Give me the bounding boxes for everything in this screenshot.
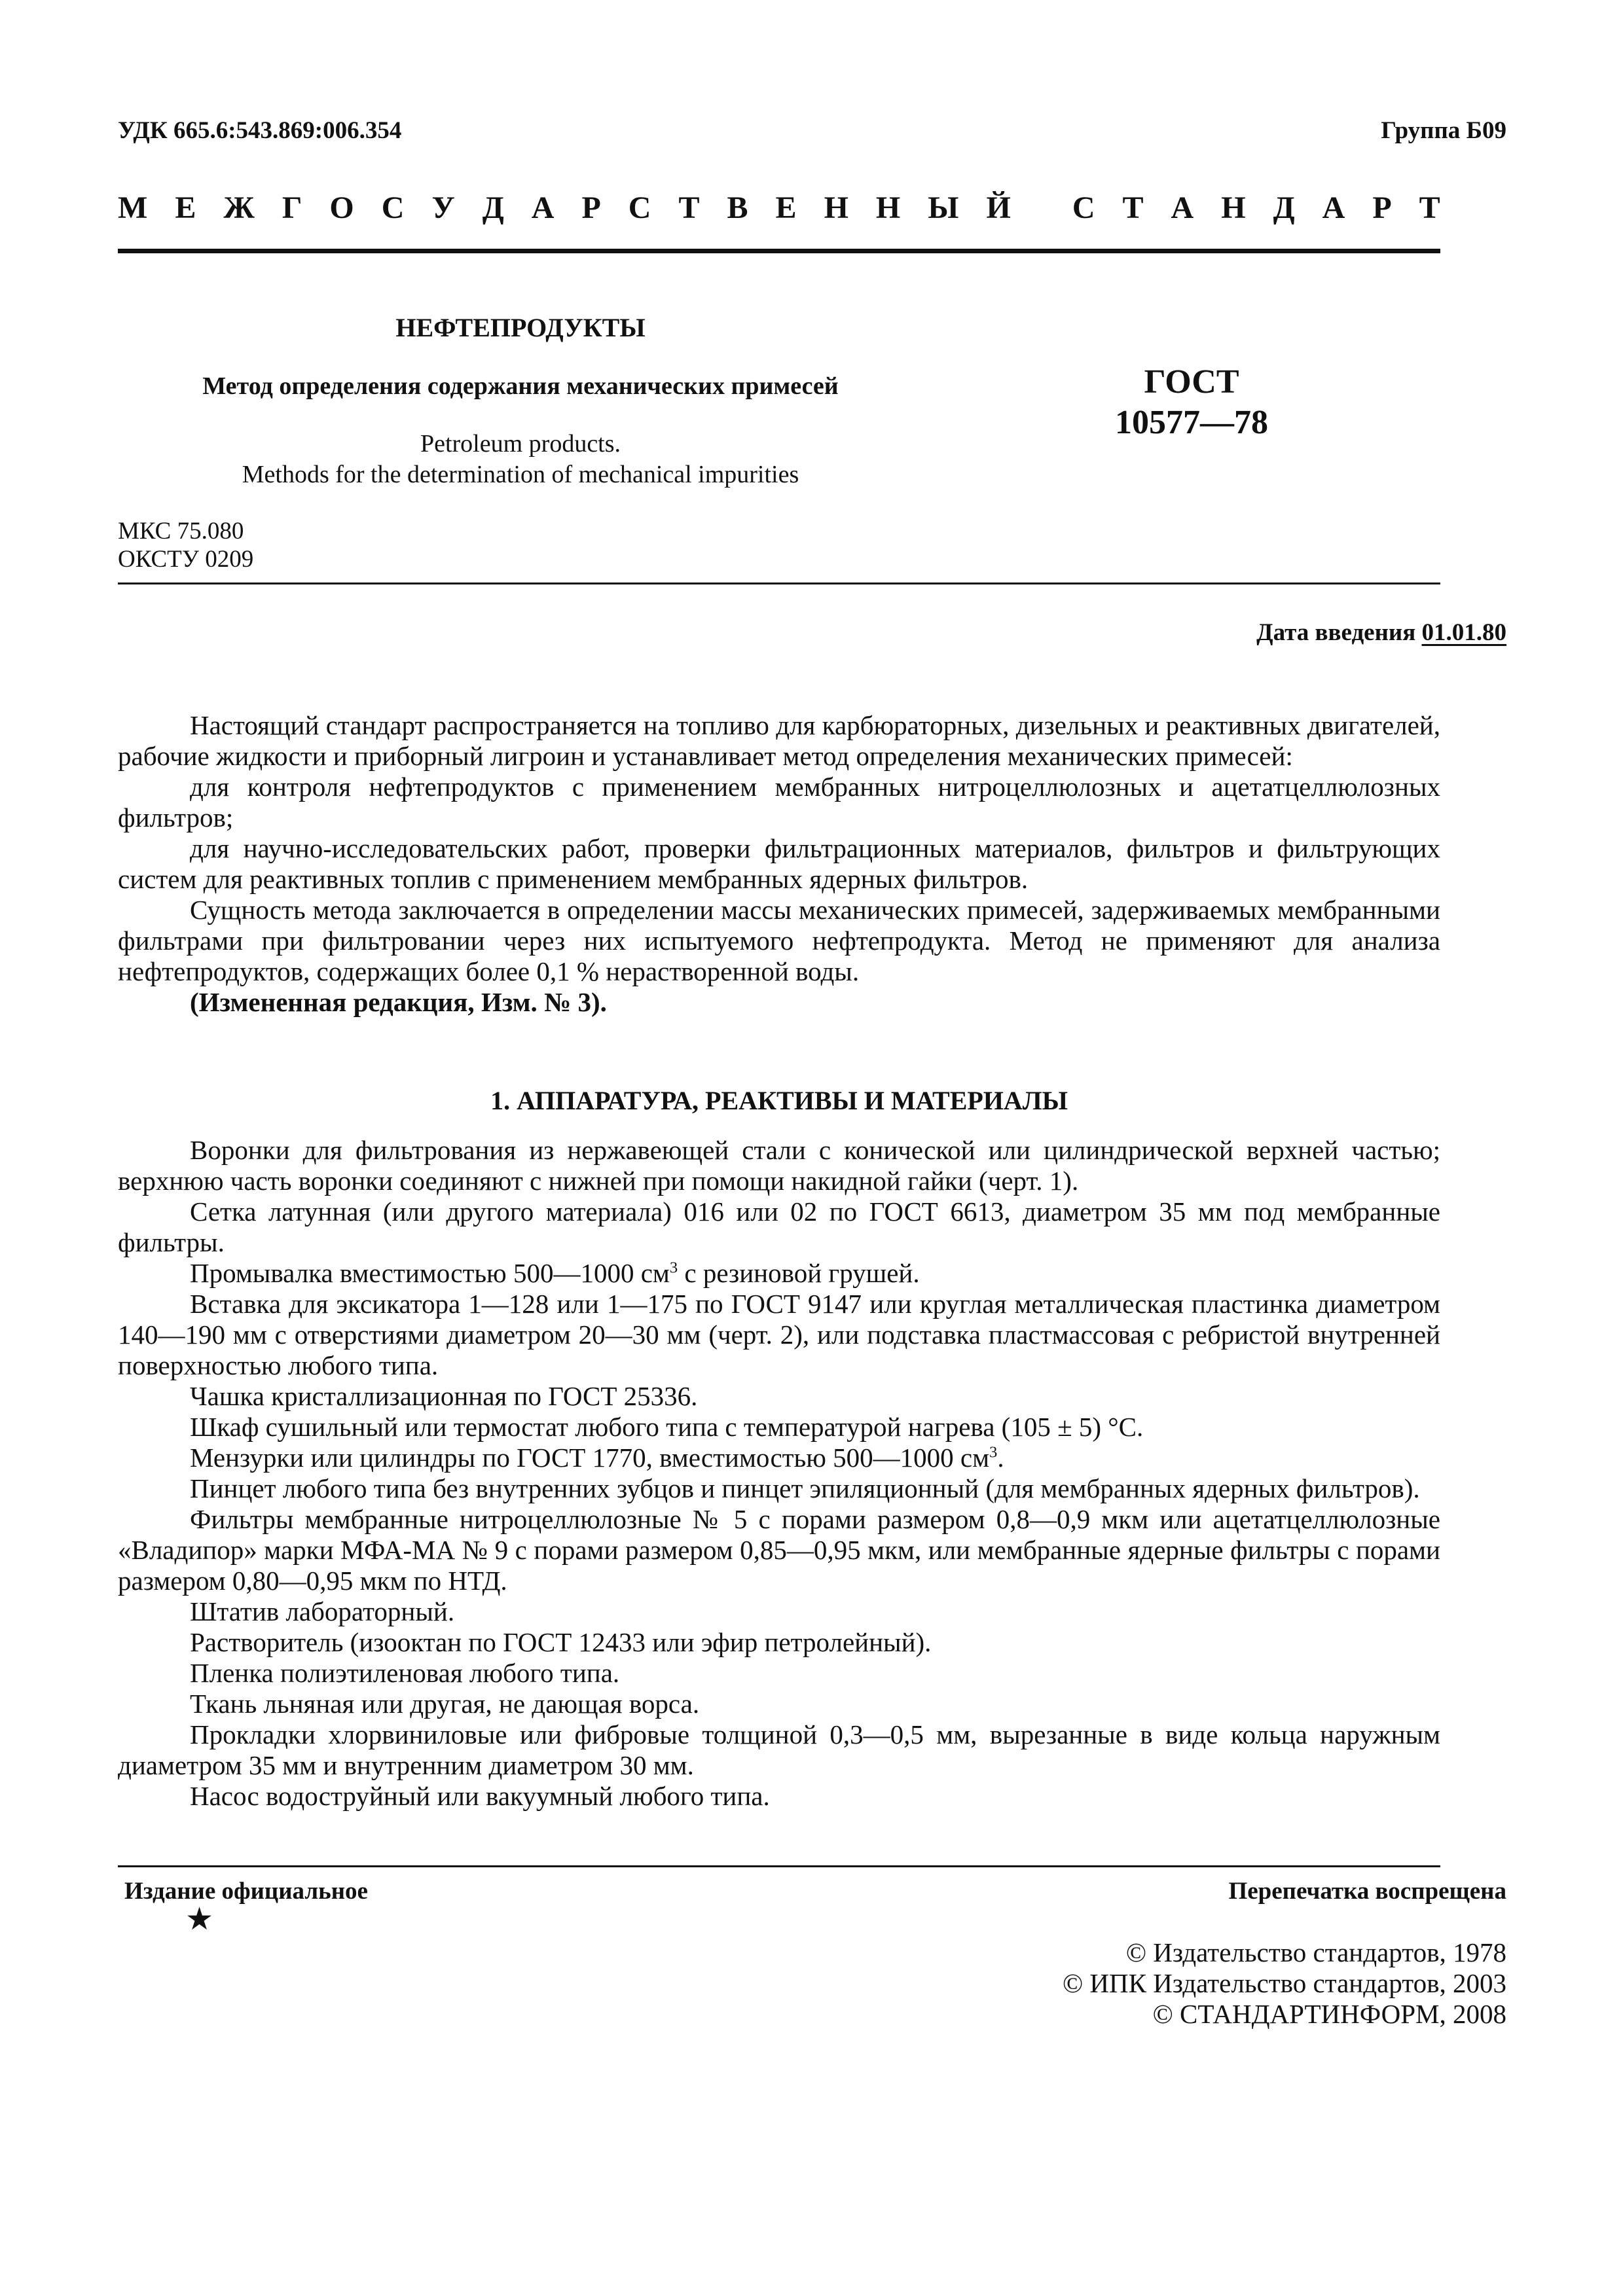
- copyright-block: [1063, 1937, 1506, 2030]
- okstu-code: ОКСТУ 0209: [118, 546, 254, 573]
- banner-letter: Р: [581, 190, 601, 225]
- section-paragraph: Воронки для фильтрования из нержавеющей стали с конической или цилиндрической верхней частью; верхнюю часть воронки соединяют с нижней при помощи накидной гайки (черт. 1).: [118, 1135, 1440, 1196]
- intro-paragraph: Настоящий стандарт распространяется на топливо для карбюраторных, дизельных и реактивных двигателей, рабочие жидкости и приборный лигроин и устанавливает метод определения механических примесей:: [118, 710, 1440, 771]
- banner-letter: Т: [678, 190, 700, 225]
- footer-divider: [118, 1865, 1440, 1867]
- introduction-text: [118, 710, 1440, 1018]
- banner-letter: Н: [875, 190, 901, 225]
- document-subtitle: Метод определения содержания механических примесей: [202, 372, 839, 400]
- interstate-standard-banner: [118, 190, 1440, 226]
- section-paragraph: Шкаф сушильный или термостат любого типа с температурой нагрева (105 ± 5) °С.: [190, 1412, 1144, 1442]
- paragraph-text: с резиновой грушей.: [678, 1258, 920, 1288]
- gost-label: ГОСТ: [1144, 363, 1239, 401]
- introduction-date: [1256, 619, 1506, 647]
- banner-letter: А: [531, 190, 555, 225]
- banner-letter: С: [381, 190, 405, 225]
- section-body: [118, 1135, 1440, 1812]
- copyright-line: © ИПК Издательство стандартов, 2003: [1062, 1968, 1506, 1998]
- document-title: НЕФТЕПРОДУКТЫ: [395, 313, 646, 342]
- intro-paragraph: для научно-исследовательских работ, проверки фильтрационных материалов, фильтров и фильтрующих систем для реактивных топлив с применением мембранных ядерных фильтров.: [118, 833, 1440, 894]
- section-paragraph: Ткань льняная или другая, не дающая ворса.: [190, 1689, 700, 1719]
- section-paragraph: Вставка для эксикатора 1—128 или 1—175 по ГОСТ 9147 или круглая металлическая пластинка диаметром 140—190 мм с отверстиями диаметром 20—30 мм (черт. 2), или подставка пластмассовая с ребристой внутренней поверхностью любого типа.: [118, 1289, 1440, 1380]
- superscript: 3: [669, 1259, 678, 1277]
- banner-letter: О: [329, 190, 354, 225]
- introduction-date-label: Дата введения: [1256, 619, 1416, 646]
- amendment-note: (Измененная редакция, Изм. № 3).: [190, 987, 607, 1017]
- copyright-line: © Издательство стандартов, 1978: [1125, 1937, 1506, 1967]
- section-paragraph: [118, 1258, 1440, 1289]
- section-paragraph: Чашка кристаллизационная по ГОСТ 25336.: [190, 1381, 698, 1411]
- banner-letter: Н: [824, 190, 848, 225]
- banner-letter: Р: [1372, 190, 1392, 225]
- english-title: [118, 429, 923, 490]
- intro-paragraph: Сущность метода заключается в определении массы механических примесей, задерживаемых мембранными фильтрами при фильтровании через них испытуемого нефтепродукта. Метод не применяют для анализа нефтепродуктов, содержащих более 0,1 % нерастворенной воды.: [118, 895, 1440, 986]
- gost-designation: [1034, 362, 1349, 443]
- english-title-line: Petroleum products.: [420, 430, 621, 457]
- banner-letter: М: [118, 190, 148, 225]
- superscript: 3: [989, 1443, 998, 1462]
- banner-letter: Т: [1122, 190, 1144, 225]
- official-edition-label: Издание официальное: [124, 1878, 368, 1905]
- star-icon: ★: [185, 1902, 214, 1937]
- section-paragraph: Прокладки хлорвиниловые или фибровые толщиной 0,3—0,5 мм, вырезанные в виде кольца наружным диаметром 35 мм и внутренним диаметром 30 мм.: [118, 1719, 1440, 1780]
- paragraph-text: .: [997, 1443, 1004, 1473]
- banner-letter: Г: [282, 190, 302, 225]
- banner-letter: Н: [1221, 190, 1246, 225]
- mks-code: МКС 75.080: [118, 518, 244, 545]
- banner-letter: Й: [986, 190, 1011, 225]
- udk-code: УДК 665.6:543.869:006.354: [118, 117, 402, 144]
- banner-letter: А: [1171, 190, 1194, 225]
- banner-letter: Д: [1273, 190, 1295, 225]
- paragraph-text: Промывалка вместимостью 500—1000 см: [190, 1258, 670, 1288]
- banner-letter: Е: [175, 190, 196, 225]
- section-paragraph: Пленка полиэтиленовая любого типа.: [190, 1658, 620, 1688]
- section-paragraph: Фильтры мембранные нитроцеллюлозные № 5 с порами размером 0,8—0,9 мкм или ацетатцеллюлозные «Владипор» марки МФА-МА № 9 с порами размером 0,85—0,95 мкм, или мембранные ядерные фильтры с порами размером 0,80—0,95 мкм по НТД.: [118, 1504, 1440, 1596]
- section-paragraph: Насос водоструйный или вакуумный любого типа.: [190, 1781, 770, 1811]
- paragraph-text: Мензурки или цилиндры по ГОСТ 1770, вместимостью 500—1000 см: [190, 1443, 990, 1473]
- banner-letter: С: [628, 190, 651, 225]
- section-paragraph: Растворитель (изооктан по ГОСТ 12433 или эфир петролейный).: [190, 1627, 932, 1657]
- banner-letter: У: [431, 190, 455, 225]
- group-code: Группа Б09: [1381, 117, 1506, 144]
- section-heading: 1. АППАРАТУРА, РЕАКТИВЫ И МАТЕРИАЛЫ: [490, 1086, 1068, 1115]
- intro-paragraph: для контроля нефтепродуктов с применением мембранных нитроцеллюлозных и ацетатцеллюлозных фильтров;: [118, 772, 1440, 833]
- gost-number: 10577—78: [1115, 404, 1268, 441]
- section-paragraph: [118, 1443, 1440, 1473]
- banner-gap: [1038, 190, 1045, 226]
- english-title-line: Methods for the determination of mechanical impurities: [242, 461, 799, 488]
- copyright-line: © СТАНДАРТИНФОРМ, 2008: [1152, 1999, 1506, 2029]
- introduction-date-value: 01.01.80: [1421, 619, 1506, 646]
- header-divider: [118, 249, 1440, 253]
- banner-letter: Ж: [223, 190, 255, 225]
- banner-letter: Е: [775, 190, 797, 225]
- banner-letter: Ы: [928, 190, 959, 225]
- banner-letter: Т: [1419, 190, 1440, 225]
- section-paragraph: Сетка латунная (или другого материала) 016 или 02 по ГОСТ 6613, диаметром 35 мм под мембранные фильтры.: [118, 1196, 1440, 1257]
- reprint-prohibited-label: Перепечатка воспрещена: [1228, 1878, 1506, 1905]
- banner-letter: С: [1072, 190, 1095, 225]
- classification-codes: [118, 517, 253, 573]
- section-paragraph: Штатив лабораторный.: [190, 1596, 455, 1626]
- classification-divider: [118, 583, 1440, 584]
- banner-letter: Д: [482, 190, 504, 225]
- section-paragraph: Пинцет любого типа без внутренних зубцов и пинцет эпиляционный (для мембранных ядерных фильтров).: [190, 1473, 1420, 1503]
- banner-letter: В: [727, 190, 748, 225]
- banner-letter: А: [1322, 190, 1345, 225]
